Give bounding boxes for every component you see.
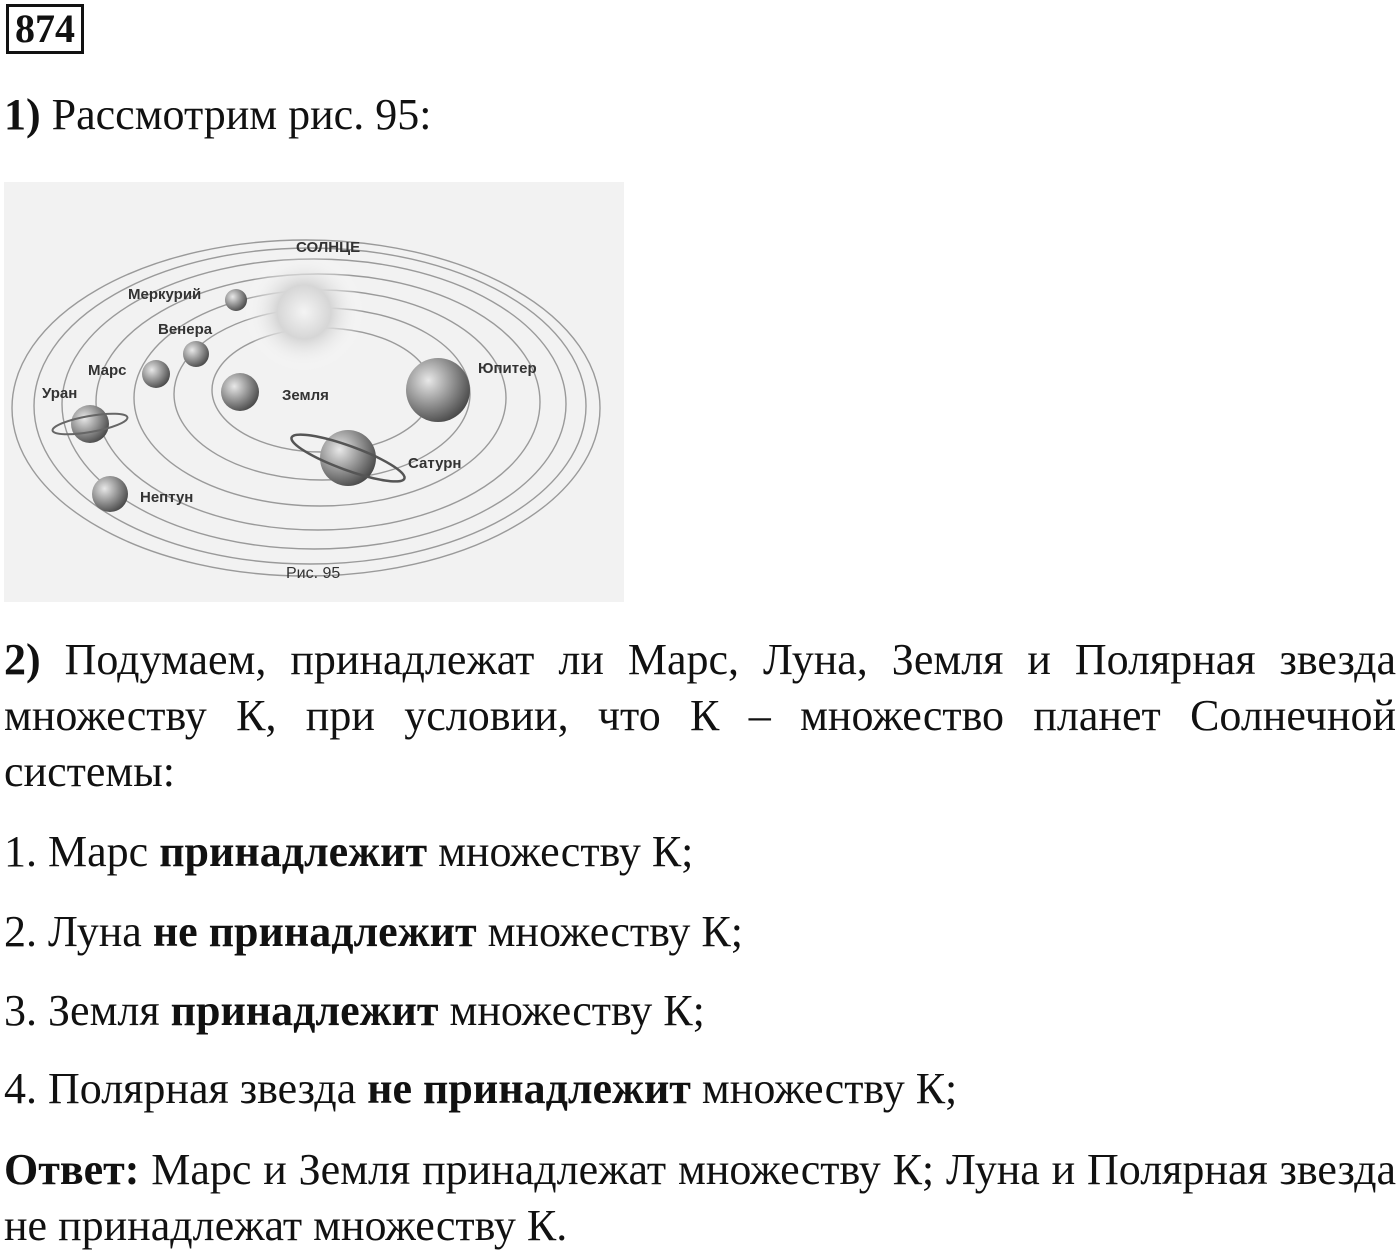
answer-paragraph	[4, 1142, 1396, 1254]
item-3-bold: принадлежит	[170, 986, 439, 1035]
answer-label: Ответ:	[4, 1145, 140, 1194]
figure-caption: Рис. 95	[286, 565, 341, 582]
part1-paragraph	[4, 88, 431, 142]
item-3-suffix: множеству К;	[438, 986, 705, 1035]
mars-shape	[142, 360, 170, 388]
saturn-label: Сатурн	[408, 455, 462, 472]
answer-text: Марс и Земля принадлежат множеству К; Луна и Полярная звезда не принадлежат множеству К.	[4, 1145, 1397, 1250]
list-item-4	[4, 1062, 957, 1116]
solar-system-figure	[4, 182, 624, 602]
item-3-prefix: 3. Земля	[4, 986, 171, 1035]
part1-label: 1)	[4, 90, 41, 139]
task-number: 874	[6, 4, 84, 54]
item-1-bold: принадлежит	[159, 827, 428, 876]
mars-label: Марс	[88, 362, 127, 379]
item-4-bold: не принадлежит	[367, 1064, 691, 1113]
item-2-prefix: 2. Луна	[4, 907, 153, 956]
item-2-suffix: множеству К;	[476, 907, 743, 956]
uranus-label: Уран	[42, 385, 78, 402]
sun-label: СОЛНЦЕ	[296, 239, 361, 256]
part1-text: Рассмотрим рис. 95:	[51, 90, 432, 139]
mercury-shape	[225, 289, 247, 311]
part2-text: Подумаем, принадлежат ли Марс, Луна, Земля и Полярная звезда множеству К, при условии, что К – множество планет Солнечной системы:	[4, 635, 1396, 796]
earth-shape	[221, 373, 259, 411]
part2-paragraph	[4, 632, 1396, 800]
list-item-3	[4, 984, 705, 1038]
part2-label: 2)	[4, 635, 41, 684]
solar-system-illustration	[4, 182, 624, 602]
venus-shape	[183, 341, 209, 367]
item-4-prefix: 4. Полярная звезда	[4, 1064, 368, 1113]
item-2-bold: не принадлежит	[152, 907, 477, 956]
neptune-label: Нептун	[140, 489, 194, 506]
sun-shape	[244, 252, 364, 372]
item-4-suffix: множеству К;	[690, 1064, 958, 1113]
jupiter-label: Юпитер	[478, 360, 537, 377]
mercury-label: Меркурий	[128, 286, 202, 303]
earth-label: Земля	[282, 387, 329, 404]
item-1-suffix: множеству К;	[427, 827, 694, 876]
item-1-prefix: 1. Марс	[4, 827, 160, 876]
jupiter-shape	[406, 358, 470, 422]
list-item-1	[4, 825, 693, 879]
venus-label: Венера	[158, 321, 213, 338]
neptune-shape	[92, 476, 128, 512]
list-item-2	[4, 905, 743, 959]
